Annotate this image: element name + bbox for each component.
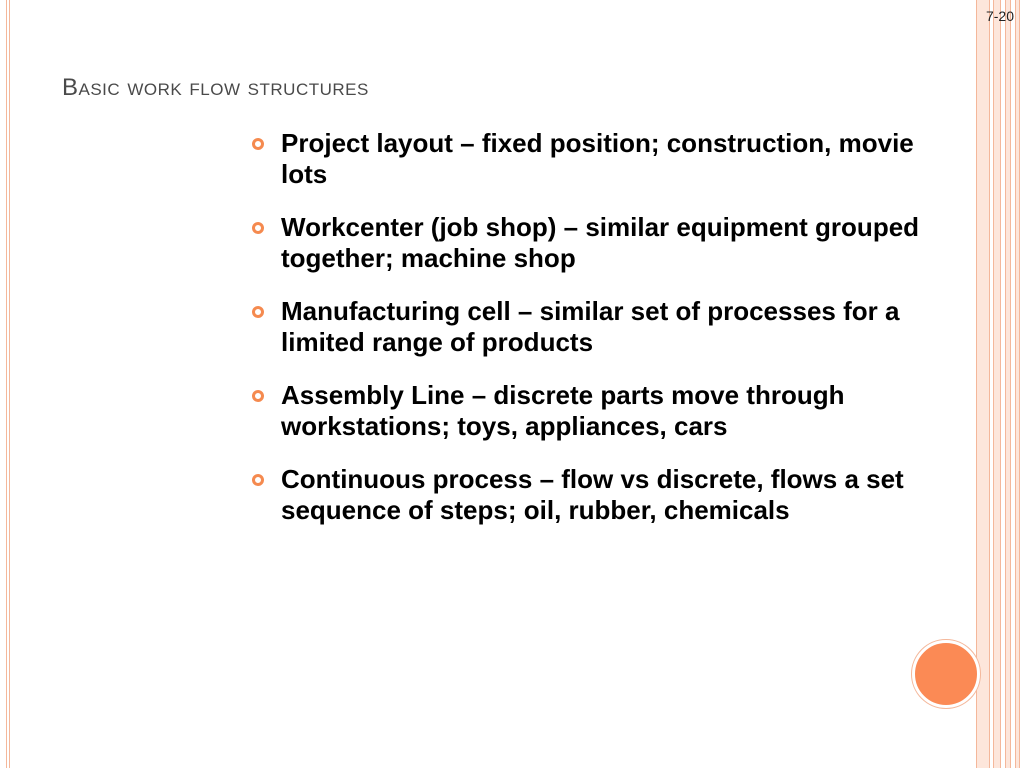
bullet-item-project-layout [250, 128, 950, 190]
bullet-item-continuous-process [250, 464, 950, 526]
bullet-circle-icon [252, 138, 264, 150]
bullet-text: Project layout – fixed position; construction, movie lots [281, 128, 914, 189]
bullet-item-manufacturing-cell [250, 296, 950, 358]
right-decorative-stripe [1015, 0, 1020, 768]
right-decorative-stripe [1005, 0, 1011, 768]
page-number: 7-20 [985, 8, 1014, 24]
right-decorative-stripe [976, 0, 990, 768]
right-decorative-stripe [993, 0, 1001, 768]
bullet-text: Continuous process – flow vs discrete, flows a set sequence of steps; oil, rubber, chemicals [281, 464, 904, 525]
bullet-item-workcenter [250, 212, 950, 274]
decorative-circle [912, 640, 980, 708]
bullet-circle-icon [252, 474, 264, 486]
slide-title: Basic work flow structures [62, 74, 369, 101]
bullet-item-assembly-line [250, 380, 950, 442]
bullet-text: Assembly Line – discrete parts move through workstations; toys, appliances, cars [281, 380, 845, 441]
bullet-list [250, 128, 950, 548]
bullet-circle-icon [252, 222, 264, 234]
bullet-text: Manufacturing cell – similar set of processes for a limited range of products [281, 296, 900, 357]
bullet-circle-icon [252, 306, 264, 318]
left-decorative-border [6, 0, 10, 768]
bullet-text: Workcenter (job shop) – similar equipment grouped together; machine shop [281, 212, 920, 273]
bullet-circle-icon [252, 390, 264, 402]
